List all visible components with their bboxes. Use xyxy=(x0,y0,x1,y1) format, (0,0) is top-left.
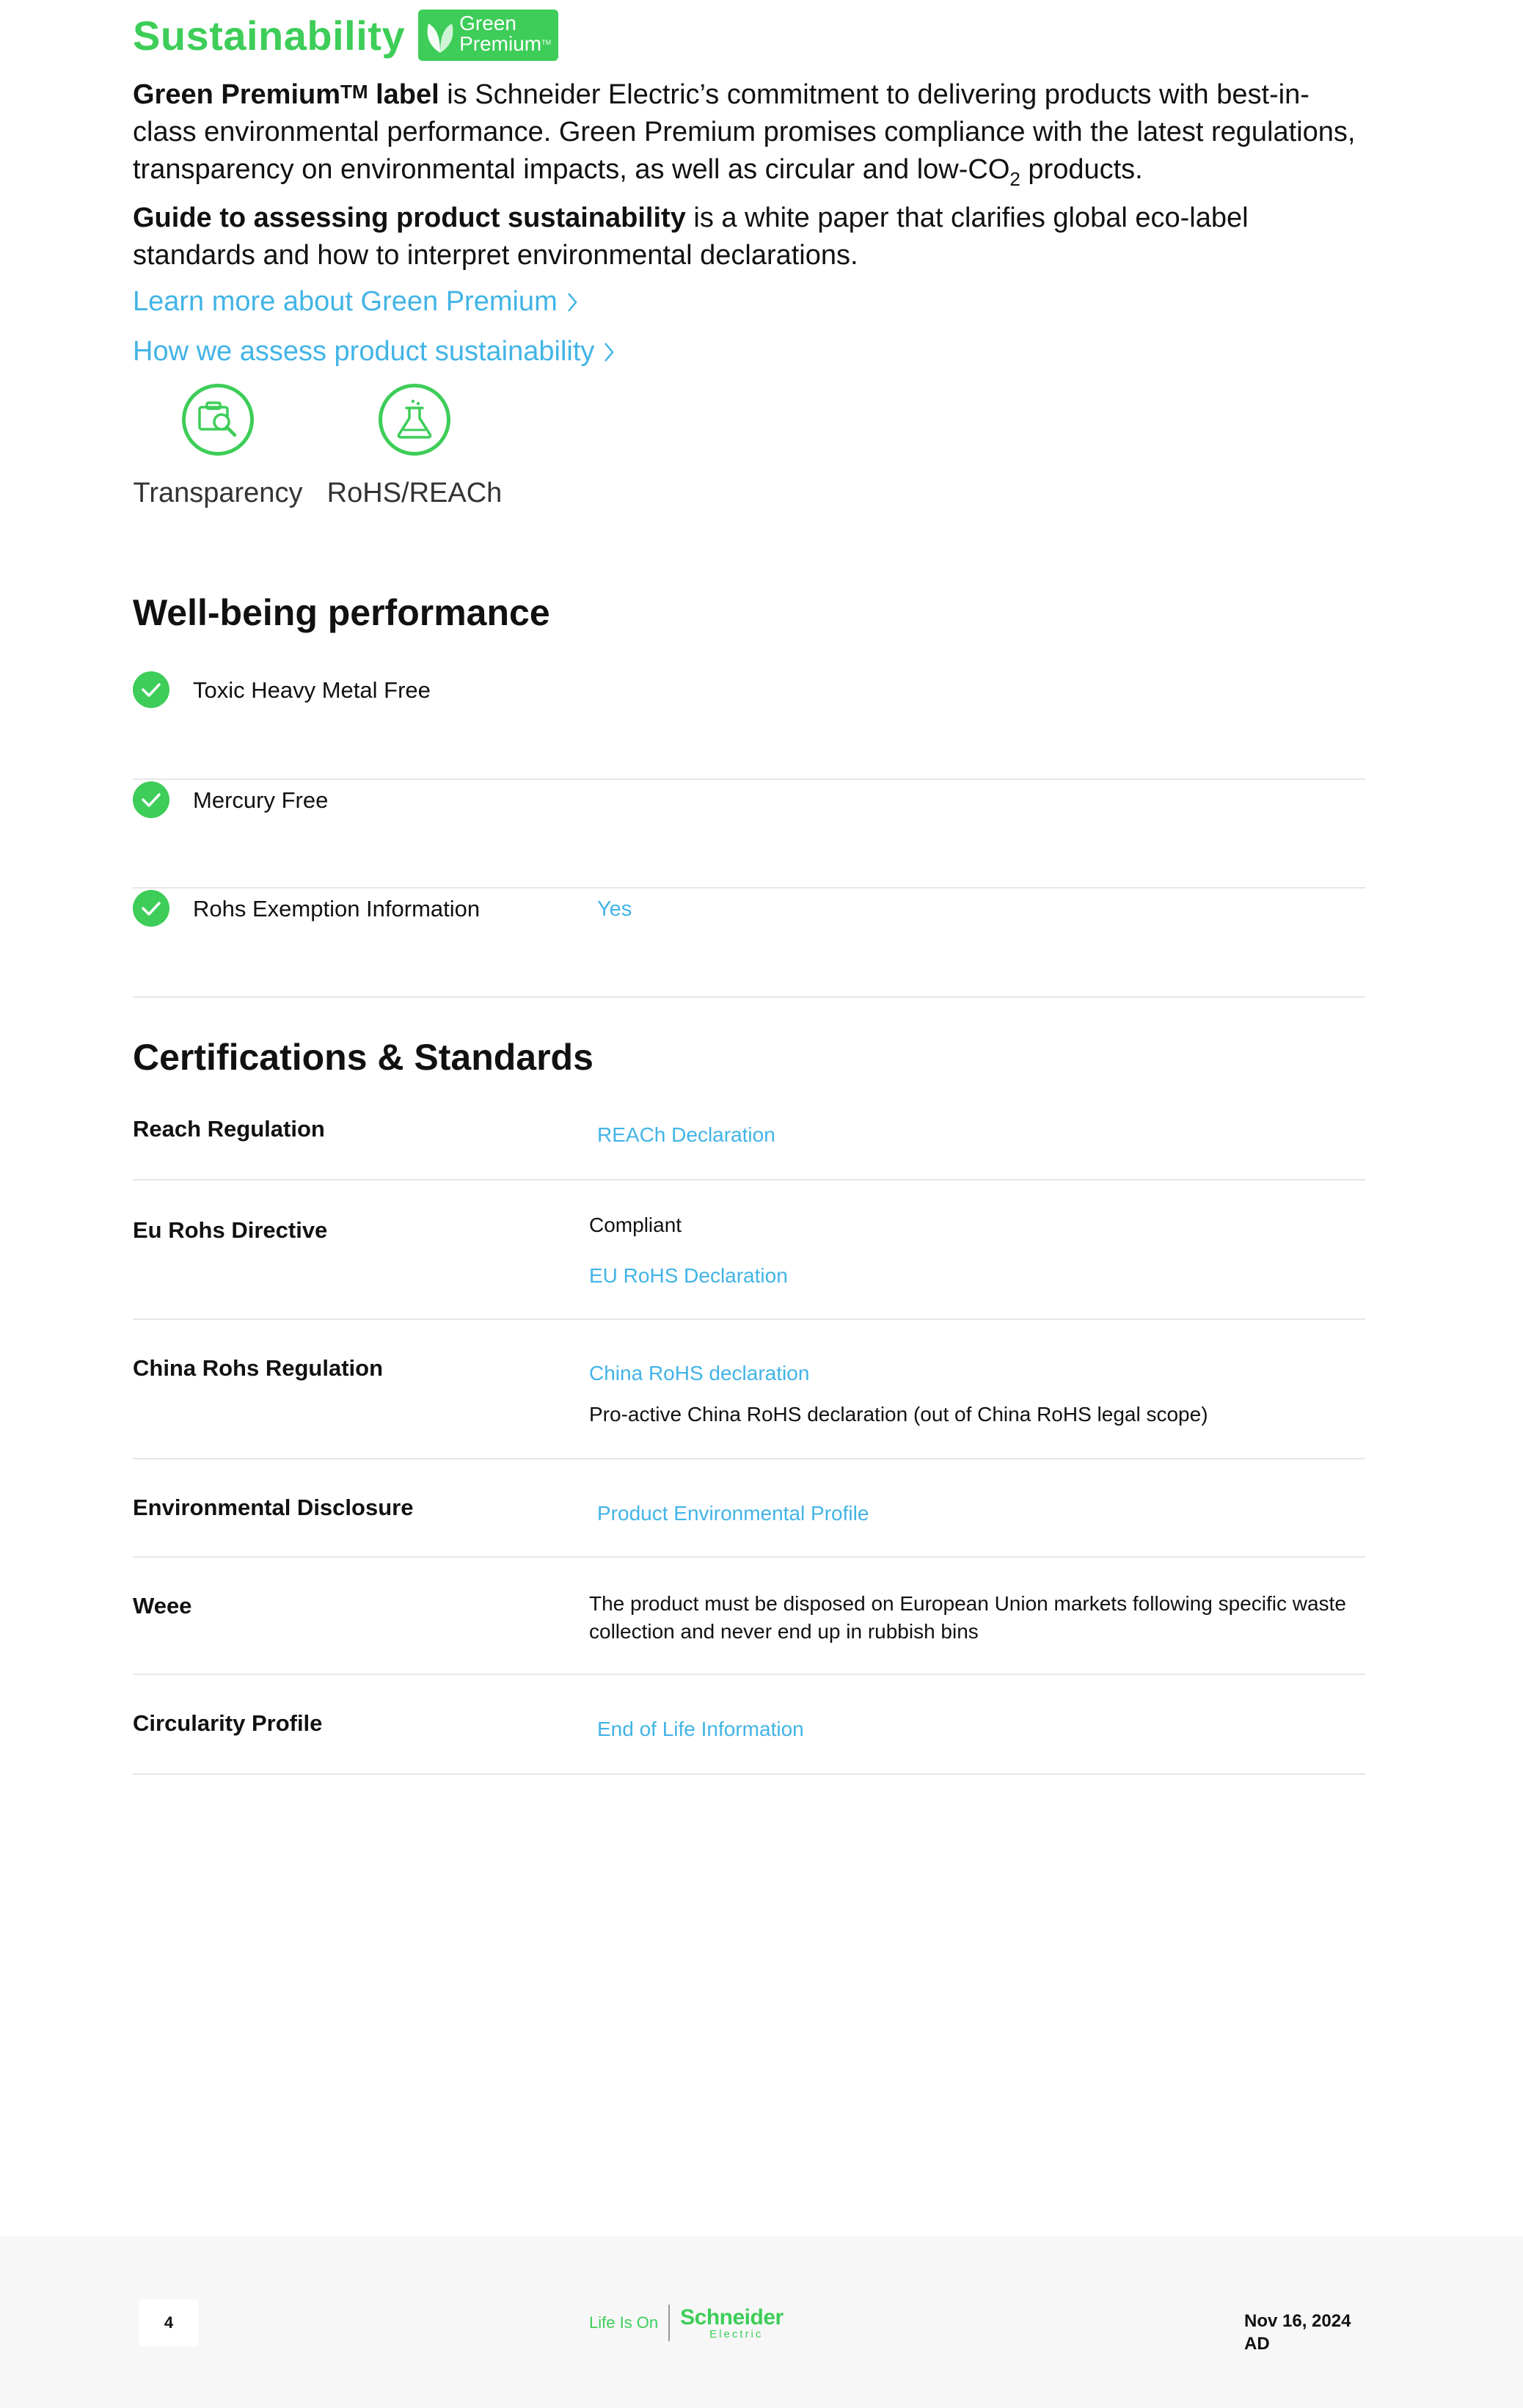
weee-text: The product must be disposed on European Union markets following specific waste collection and never end up in rubbish bins xyxy=(589,1592,1346,1643)
wellbeing-title: Well-being performance xyxy=(133,592,550,633)
intro-paragraph-green-premium xyxy=(133,76,1365,191)
brand-sub: Electric xyxy=(709,2327,764,2340)
transparency-label: Transparency xyxy=(133,478,303,508)
intro-paragraph-guide xyxy=(133,200,1365,274)
green-premium-badge xyxy=(418,10,558,61)
magnifier-folder-icon xyxy=(195,398,241,441)
brand-name: Schneider xyxy=(680,2305,784,2329)
cert-row-china-rohs xyxy=(133,1320,1365,1459)
wellbeing-label: Mercury Free xyxy=(193,787,329,813)
cert-label: Circularity Profile xyxy=(133,1710,323,1736)
footer-date-block xyxy=(1244,2310,1351,2355)
rohs-reach-badge xyxy=(326,384,503,509)
transparency-badge-circle xyxy=(182,384,254,456)
eu-rohs-declaration-link[interactable]: EU RoHS Declaration xyxy=(589,1264,788,1287)
trademark-sup: TM xyxy=(340,81,368,103)
check-circle-icon xyxy=(133,671,169,708)
print-date: Nov 16, 2024 xyxy=(1244,2311,1351,2331)
co2-subscript: 2 xyxy=(1009,168,1020,190)
cert-label: Environmental Disclosure xyxy=(133,1495,414,1520)
certifications-title: Certifications & Standards xyxy=(133,1037,594,1078)
chevron-right-icon xyxy=(566,291,578,314)
guide-term: Guide to assessing product sustainability xyxy=(133,203,686,233)
cert-row-reach xyxy=(133,1112,1365,1181)
china-rohs-declaration-link[interactable]: China RoHS declaration xyxy=(589,1362,810,1384)
label-term: label xyxy=(368,79,439,110)
rohs-reach-badge-circle xyxy=(379,384,450,456)
reach-declaration-link[interactable]: REACh Declaration xyxy=(597,1123,775,1146)
wellbeing-label: Toxic Heavy Metal Free xyxy=(193,677,431,703)
rohs-reach-label: RoHS/REACh xyxy=(326,478,503,508)
page-title: Sustainability xyxy=(133,12,406,59)
badge-line1: Green xyxy=(459,12,516,34)
check-circle-icon xyxy=(133,890,169,927)
intro-text-b: products. xyxy=(1020,154,1143,185)
leaf-icon xyxy=(424,16,456,54)
schneider-wordmark xyxy=(680,2307,784,2340)
cert-label: Eu Rohs Directive xyxy=(133,1217,328,1243)
life-is-on-tagline: Life Is On xyxy=(589,2313,659,2332)
cert-label: Reach Regulation xyxy=(133,1116,325,1142)
cert-label: Weee xyxy=(133,1593,192,1619)
page-number: 4 xyxy=(139,2299,198,2346)
rohs-exemption-value[interactable]: Yes xyxy=(597,897,632,921)
cert-row-weee xyxy=(133,1558,1365,1675)
intro-text-a: is Schneider Electric’s commitment to delivering products with best-in-class environmental performance. Green Premium promises compliance with the latest regulations, transparency on environmental impacts, as well as circular and low-CO xyxy=(133,79,1356,185)
wellbeing-label: Rohs Exemption Information xyxy=(193,896,481,922)
learn-more-label: Learn more about Green Premium xyxy=(133,286,558,317)
transparency-badge xyxy=(133,384,303,509)
how-we-assess-link[interactable] xyxy=(133,336,615,368)
badge-tm: TM xyxy=(541,39,552,46)
chevron-right-icon xyxy=(603,340,615,364)
cert-row-eu-rohs xyxy=(133,1181,1365,1320)
flask-icon xyxy=(393,398,436,442)
cert-row-environmental-disclosure xyxy=(133,1459,1365,1558)
schneider-logo xyxy=(589,2304,784,2342)
cert-label: China Rohs Regulation xyxy=(133,1355,383,1381)
cert-row-circularity xyxy=(133,1675,1365,1775)
wellbeing-row-toxic-heavy-metal xyxy=(133,671,1365,780)
badge-line2: Premium xyxy=(459,32,542,55)
check-circle-icon xyxy=(133,781,169,818)
eu-rohs-status: Compliant xyxy=(589,1214,682,1236)
guide-text: is a white paper that clarifies global eco-label standards and how to interpret environmental declarations. xyxy=(133,203,1249,271)
how-we-assess-label: How we assess product sustainability xyxy=(133,336,595,367)
learn-more-link[interactable] xyxy=(133,286,578,318)
end-of-life-link[interactable]: End of Life Information xyxy=(597,1718,804,1740)
logo-divider xyxy=(668,2305,670,2341)
author-initials: AD xyxy=(1244,2334,1270,2354)
product-environmental-profile-link[interactable]: Product Environmental Profile xyxy=(597,1502,869,1525)
wellbeing-row-mercury xyxy=(133,780,1365,889)
wellbeing-row-rohs-exemption xyxy=(133,889,1365,998)
china-rohs-note: Pro-active China RoHS declaration (out of China RoHS legal scope) xyxy=(589,1403,1208,1426)
green-premium-term: Green Premium xyxy=(133,79,340,110)
title-row xyxy=(133,6,558,65)
